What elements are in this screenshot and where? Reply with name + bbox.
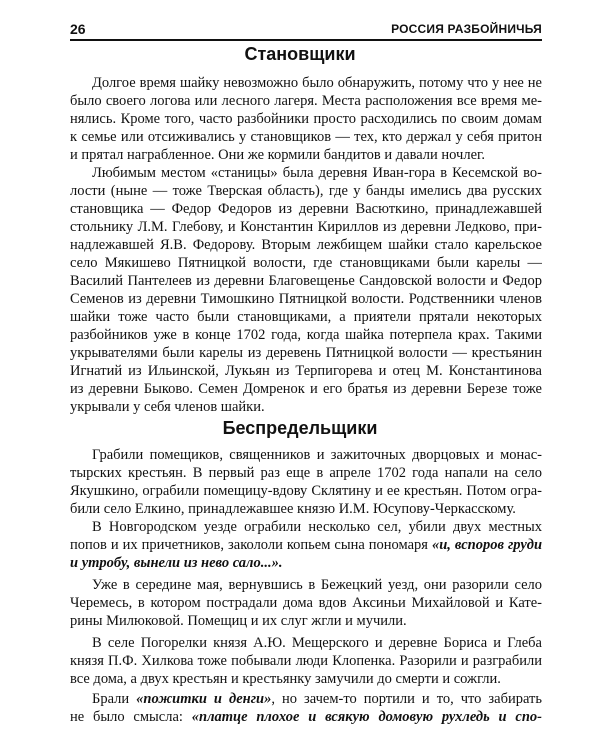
text-line: рины Милюковой. Помещиц и их слуг жгли и мучили.: [70, 613, 407, 629]
text-line: Грабили помещиков, священников и зажиточных дворцовых и монас-: [92, 447, 542, 463]
text-line: было своего логова или лесного лагеря. Места расположения все время ме-: [70, 93, 542, 109]
text-line: село Мякишево Пятницкой волости, где становщиками были карелы —: [70, 255, 542, 271]
text-line: и прятал награбленное. Они же кормили бандитов и давали ночлег.: [70, 147, 485, 163]
text-line: Любимым местом «станицы» была деревня Иван-гора в Кесемской во-: [92, 165, 542, 181]
text-line: Якушкино, ограбили помещицу-вдову Склятину и ее крестьян. Потом огра-: [70, 483, 542, 499]
quote-fragment: «пожитки и денги»: [136, 691, 272, 707]
text-line: надлежавшей Я.В. Федорову. Вторым лежбищем шайки стало карельское: [70, 237, 542, 253]
text-line: Долгое время шайку невозможно было обнаружить, потому что у нее не: [92, 75, 542, 91]
text-fragment: Брали: [92, 691, 130, 707]
text-line: [70, 708, 542, 726]
text-line: Черемесь, в котором пострадали дома вдов Аксиньи Михайловой и Кате-: [70, 595, 542, 611]
text-line: [70, 690, 542, 708]
text-line: становщика — Федор Федоров из деревни Васюткино, принадлежавшей: [70, 201, 542, 217]
text-fragment: не было смысла:: [70, 709, 183, 725]
text-line: лости (ныне — тоже Тверская область), где у банды имелись два русских: [70, 183, 542, 199]
text-line: укрывателями были карелы из деревень Пятницкой волости — крестьянин: [70, 345, 542, 361]
text-line: били село Елкино, принадлежавшее князю И.М. Юсупову-Черкасскому.: [70, 501, 516, 517]
text-line: шайки тоже часто были становщиками, а приятели прятали некоторых: [70, 309, 542, 325]
text-line: В селе Погорелки князя А.Ю. Мещерского и деревне Бориса и Глеба: [92, 635, 542, 651]
quote-fragment: и утробу, вынели из нево сало...».: [70, 555, 283, 571]
text-line: из деревни Быково. Семен Домренок и его братья из деревни Березе тоже: [70, 381, 542, 397]
text-line: Игнатий из Ильинской, Лукьян из Терпигорева и отец М. Константинова: [70, 363, 542, 379]
section-heading-bespredelshchiki: Беспредельщики: [222, 418, 378, 438]
text-line: Василий Пантелеев из деревни Благовещенье Сандовской волости и Федор: [70, 273, 542, 289]
text-line: стольнику Л.М. Глебову, и Константин Кириллов из деревни Ледково, при-: [70, 219, 542, 235]
quote-fragment: «и, вспоров груди: [431, 537, 542, 553]
text-line: Семенов из деревни Тимошкино Пятницкой волости. Родственники членов: [70, 291, 542, 307]
quote-fragment: «платце плохое и всякую домовую рухледь и спо-: [191, 709, 542, 725]
text-line: [70, 554, 542, 572]
text-fragment: попов и их причетников, закололи копьем сына пономаря: [70, 537, 428, 553]
text-line: Уже в середине мая, вернувшись в Бежецкий уезд, они разорили село: [92, 577, 542, 593]
text-line: нялись. Кроме того, часто разбойники просто расходились по своим домам: [70, 111, 542, 127]
text-line: В Новгородском уезде ограбили несколько сел, убили двух местных: [92, 519, 542, 535]
text-line: тырских крестьян. В первый раз еще в апреле 1702 года напали на село: [70, 465, 542, 481]
running-title: РОССИЯ РАЗБОЙНИЧЬЯ: [391, 22, 542, 36]
text-line: [70, 536, 542, 554]
text-line: разбойников уже в конце 1702 года, когда шайка потерпела крах. Такими: [70, 327, 542, 343]
text-fragment: , но зачем-то портили и то, что забирать: [271, 691, 542, 707]
page-number: 26: [70, 21, 86, 37]
section-heading-stanovshchiki: Становщики: [244, 44, 356, 64]
text-line: князя П.Ф. Хилкова тоже побывали люди Клопенка. Разорили и разграбили: [70, 653, 542, 669]
page-header: [70, 21, 542, 41]
text-line: все дома, а двух крестьян и крестьянку замучили до смерти и сожгли.: [70, 671, 501, 687]
text-line: к семье или отсиживались у становщиков — тех, кто держал у себя притон: [70, 129, 542, 145]
text-line: укрывали у себя членов шайки.: [70, 399, 265, 415]
